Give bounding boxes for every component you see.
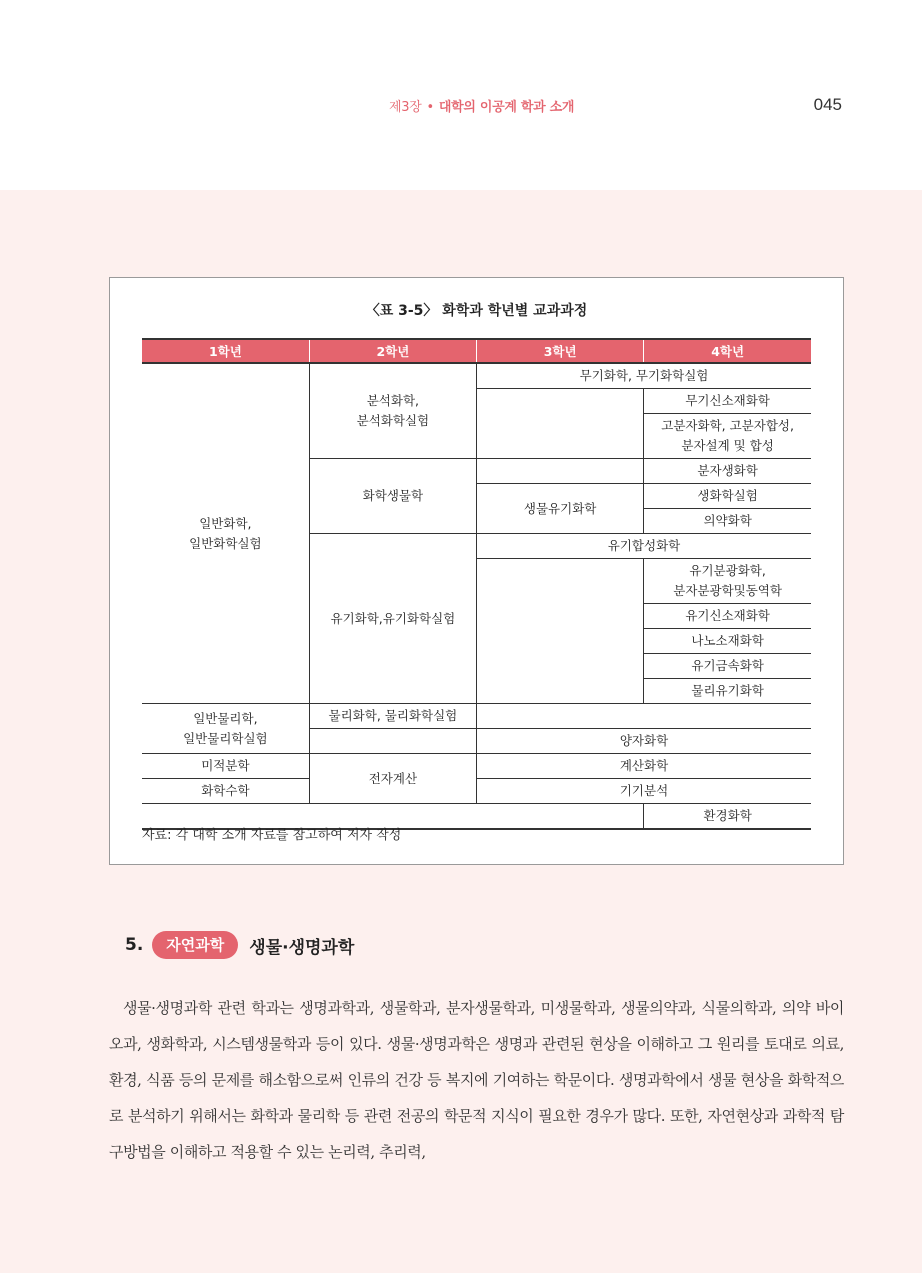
cell-y4-phys-organic: 물리유기화학: [644, 679, 811, 704]
cell-y4-organometallic: 유기금속화학: [644, 654, 811, 679]
table-caption: 〈표 3-5〉 화학과 학년별 교과과정: [365, 303, 588, 319]
source-note: 자료: 각 대학 소개 자료를 참고하여 저자 작성: [142, 828, 402, 843]
cell-y4-environmental: 환경화학: [644, 804, 811, 830]
cell-y4-molecular-bio: 분자생화학: [644, 459, 811, 484]
cell-y2-phys-chem: 물리화학, 물리화학실험: [309, 704, 476, 729]
cell-y1-general-phys: 일반물리학, 일반물리학실험: [142, 704, 309, 754]
header-year-1: 1학년: [142, 339, 309, 363]
cell-y3-empty-2: [477, 459, 644, 484]
cell-y4-biochem-lab: 생화학실험: [644, 484, 811, 509]
cell-y3-empty-3: [477, 559, 644, 704]
cell-y3-empty-1: [477, 389, 644, 459]
category-badge: 자연과학: [152, 931, 238, 959]
header-year-3: 3학년: [477, 339, 644, 363]
header-year-2: 2학년: [309, 339, 476, 363]
cell-y3-bioorganic: 생물유기화학: [477, 484, 644, 534]
table-row: [142, 704, 811, 729]
running-header: [389, 96, 574, 115]
cell-y4-inorganic-materials: 무기신소재화학: [644, 389, 811, 414]
body-paragraph: 생물·생명과학 관련 학과는 생명과학과, 생물학과, 분자생물학과, 미생물학과, 생물의약과, 식물의학과, 의약 바이오과, 생화학과, 시스템생물학과 등이 있다. 생물·생명과학은 생명과 관련된 현상을 이해하고 그 원리를 토대로 의료, 환경, 식품 등의 문제를 해소함으로써 인류의 건강 등 복지에 기여하는 학문이다. 생명과학에서 생물 현상을 화학적으로 분석하기 위해서는 화학과 물리학 등 관련 전공의 학문적 지식이 필요한 경우가 많다. 또한, 자연현상과 과학적 탐구방법을 이해하고 적용할 수 있는 논리력, 추리력,: [109, 999, 844, 1161]
cell-y4-pharma: 의약화학: [644, 509, 811, 534]
cell-y2-analytical: 분석화학, 분석화학실험: [309, 363, 476, 459]
curriculum-table: [142, 338, 811, 830]
table-box: [109, 277, 844, 865]
table-row: [142, 754, 811, 779]
cell-quantum: 양자화학: [477, 729, 812, 754]
page-number: 045: [813, 95, 842, 114]
cell-empty-4: [477, 704, 812, 729]
chapter-title: 대학의 이공계 학과 소개: [438, 100, 575, 115]
cell-y2-chem-bio: 화학생물학: [309, 459, 476, 534]
cell-y4-organic-materials: 유기신소재화학: [644, 604, 811, 629]
cell-y1-general-chem: 일반화학, 일반화학실험: [142, 363, 309, 704]
cell-organic-synthesis: 유기합성화학: [477, 534, 812, 559]
cell-y2-electronic-calc: 전자계산: [309, 754, 476, 804]
header-separator: •: [426, 100, 434, 115]
header-year-4: 4학년: [644, 339, 811, 363]
section-number: 5.: [125, 935, 144, 955]
cell-y4-polymer: 고분자화학, 고분자합성, 분자설계 및 합성: [644, 414, 811, 459]
cell-y1-chem-math: 화학수학: [142, 779, 309, 804]
cell-y4-nano: 나노소재화학: [644, 629, 811, 654]
table-row: [142, 779, 811, 804]
section-title: 생물·생명과학: [249, 937, 355, 958]
chapter-label: 제3장: [389, 100, 422, 115]
section-heading: [125, 930, 354, 960]
table-row: [142, 363, 811, 389]
cell-instrumental: 기기분석: [477, 779, 812, 804]
table-header-row: [142, 339, 811, 363]
cell-y2-organic: 유기화학,유기화학실험: [309, 534, 476, 704]
cell-y2-empty: [309, 729, 476, 754]
cell-inorganic: 무기화학, 무기화학실험: [477, 363, 812, 389]
cell-y1-calculus: 미적분학: [142, 754, 309, 779]
cell-y4-organic-spectro: 유기분광화학, 분자분광학및동역학: [644, 559, 811, 604]
cell-computational: 계산화학: [477, 754, 812, 779]
page-header-band: [0, 0, 922, 190]
